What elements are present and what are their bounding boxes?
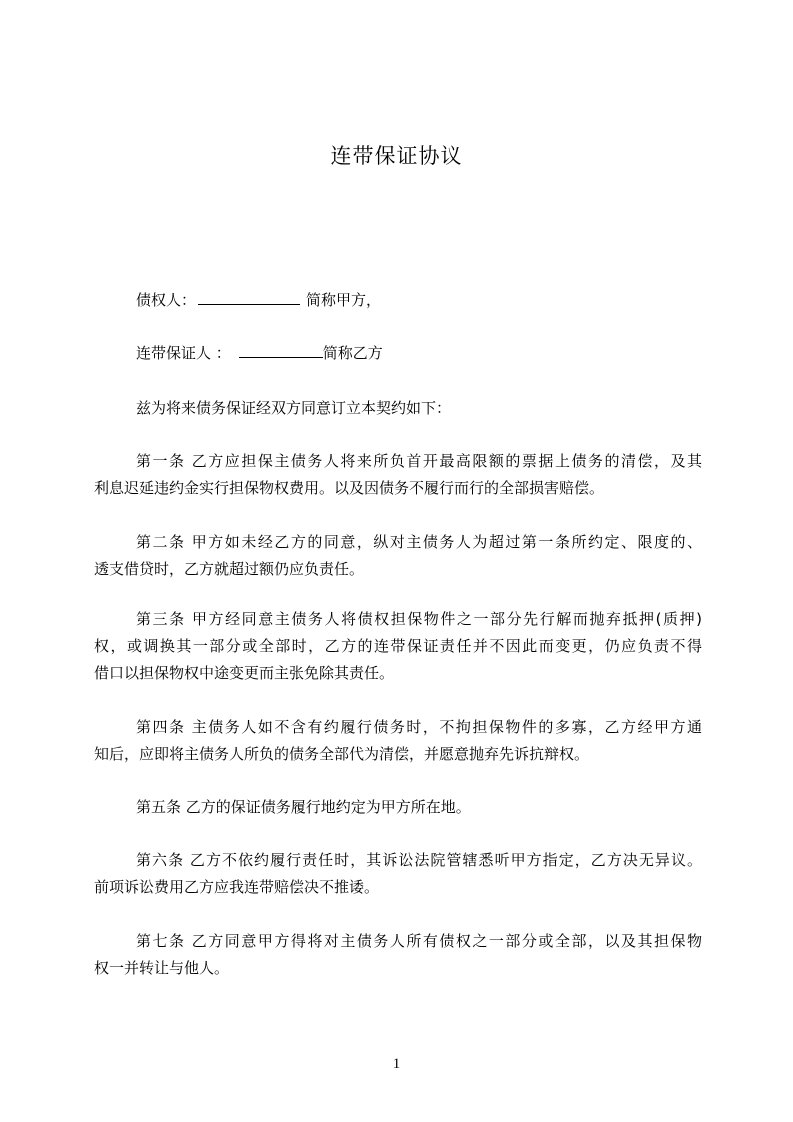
article-7 — [94, 928, 702, 982]
article-line: 第四条 主债务人如不含有约履行债务时，不拘担保物件的多寡，乙方经甲方通 — [136, 718, 702, 736]
preamble — [94, 395, 702, 422]
article-line: 第二条 甲方如未经乙方的同意，纵对主债务人为超过第一条所约定、限度的、 — [136, 533, 702, 551]
article-3 — [94, 606, 702, 687]
article-6 — [94, 847, 702, 901]
article-1 — [94, 448, 702, 502]
creditor-line — [94, 287, 702, 314]
article-line: 第五条 乙方的保证债务履行地约定为甲方所在地。 — [136, 798, 471, 816]
article-line: 利息迟延违约金实行担保物权费用。以及因债务不履行而行的全部损害赔偿。 — [94, 479, 605, 497]
guarantor-label: 连带保证人 ： — [136, 344, 231, 362]
article-line: 借口以担保物权中途变更而主张免除其责任。 — [94, 664, 395, 682]
creditor-blank[interactable] — [198, 290, 300, 305]
guarantor-blank[interactable] — [239, 343, 323, 358]
article-4 — [94, 714, 702, 768]
article-line: 知后，应即将主债务人所负的债务全部代为清偿，并愿意抛弃先诉抗辩权。 — [94, 745, 590, 763]
article-line: 透支借贷时，乙方就超过额仍应负责任。 — [94, 560, 365, 578]
creditor-label: 债权人： — [136, 291, 197, 309]
creditor-suffix: 简称甲方， — [306, 291, 382, 309]
page-number: 1 — [392, 1056, 401, 1072]
article-line: 第六条 乙方不依约履行责任时，其诉讼法院管辖悉听甲方指定，乙方决无异议。 — [136, 851, 702, 869]
article-line: 第七条 乙方同意甲方得将对主债务人所有债权之一部分或全部，以及其担保物 — [136, 932, 702, 950]
article-2 — [94, 529, 702, 583]
preamble-text: 兹为将来债务保证经双方同意订立本契约如下： — [136, 399, 452, 417]
guarantor-line — [94, 340, 702, 367]
document-title: 连带保证协议 — [330, 144, 463, 168]
article-5 — [94, 794, 702, 821]
article-line: 第三条 甲方经同意主债务人将债权担保物件之一部分先行解而抛弃抵押(质押) — [136, 610, 702, 628]
article-line: 前项诉讼费用乙方应我连带赔偿决不推诿。 — [94, 878, 380, 896]
article-line: 权一并转让与他人。 — [94, 959, 230, 977]
guarantor-suffix: 简称乙方 — [322, 344, 383, 362]
article-line: 第一条 乙方应担保主债务人将来所负首开最高限额的票据上债务的清偿，及其 — [136, 452, 702, 470]
article-line: 权，或调换其一部分或全部时，乙方的连带保证责任并不因此而变更，仍应负责不得 — [94, 637, 702, 655]
